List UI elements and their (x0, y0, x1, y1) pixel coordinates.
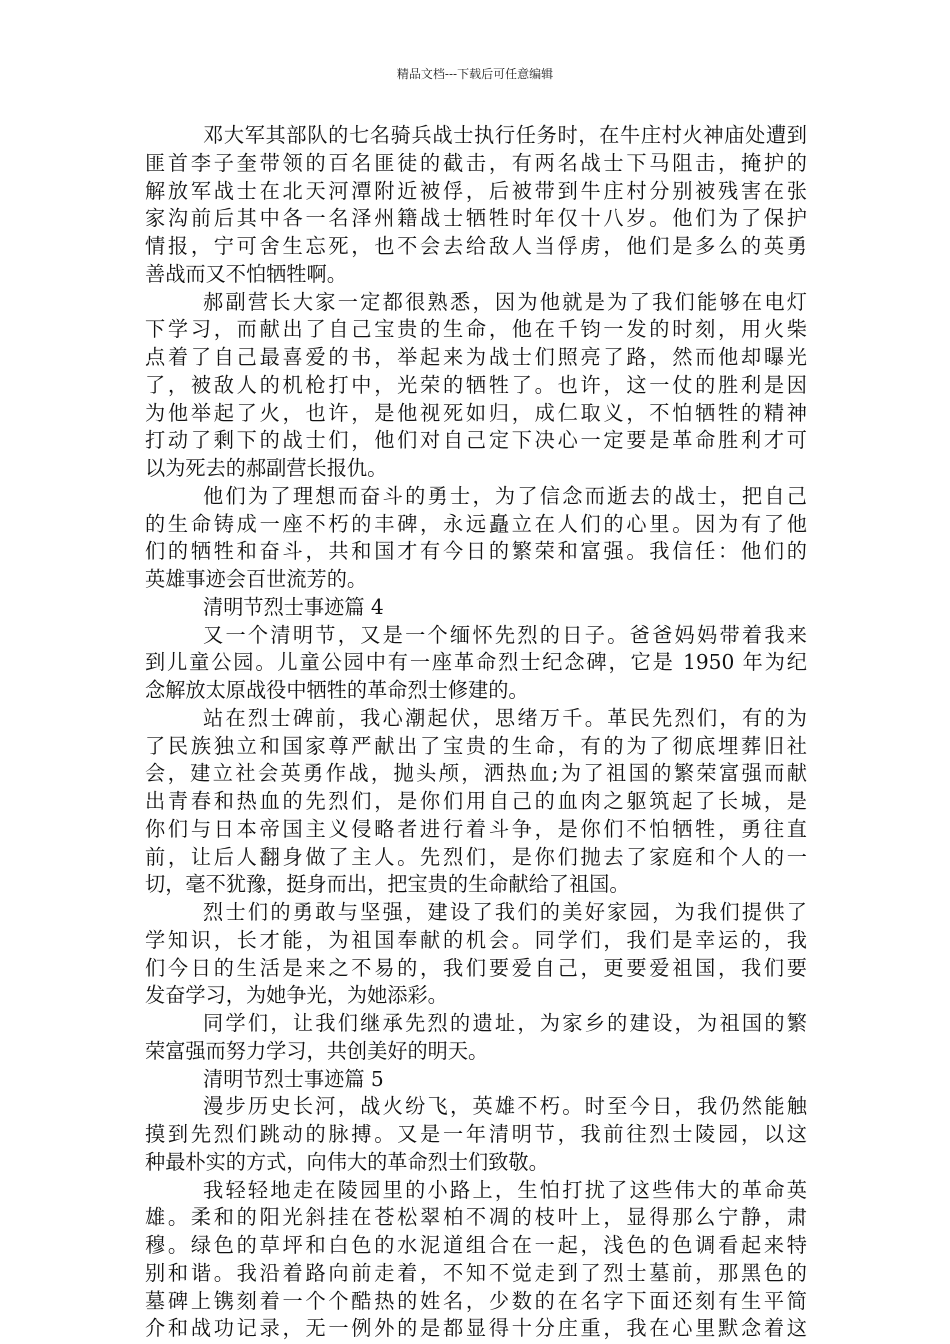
paragraph (145, 899, 807, 1010)
text-line: 匪首李子奎带领的百名匪徒的截击，有两名战士下马阻击，掩护的 (145, 150, 807, 175)
text-line: 的生命铸成一座不朽的丰碑，永远矗立在人们的心里。因为有了他 (145, 511, 807, 536)
paragraph (145, 1177, 807, 1344)
text-line: 打动了剩下的战士们，他们对自己定下决心一定要是革命胜利才可 (145, 428, 807, 453)
paragraph (145, 1093, 807, 1176)
text-line: 发奋学习，为她争光，为她添彩。 (145, 983, 448, 1008)
text-line: 又一个清明节，又是一个缅怀先烈的日子。爸爸妈妈带着我来 (203, 622, 807, 647)
text-line: 前，让后人翻身做了主人。先烈们，是你们抛去了家庭和个人的一 (145, 844, 807, 869)
paragraph (145, 622, 807, 705)
page-header: 精品文档---下载后可任意编辑 (396, 67, 554, 81)
text-line: 别和谐。我沿着路向前走着，不知不觉走到了烈士墓前，那黑色的 (145, 1260, 807, 1285)
text-line: 烈士们的勇敢与坚强，建设了我们的美好家园，为我们提供了 (203, 900, 807, 924)
paragraph (145, 289, 807, 483)
text-line: 穆。绿色的草坪和白色的水泥道组合在一起，浅色的色调看起来特 (145, 1233, 807, 1257)
text-line: 邓大军其部队的七名骑兵战士执行任务时，在牛庄村火神庙处遭到 (203, 123, 807, 147)
text-line: 他们为了理想而奋斗的勇士，为了信念而逝去的战士，把自己 (203, 483, 807, 508)
section-heading (145, 594, 807, 622)
paragraph (145, 1010, 807, 1066)
text-line: 种最朴实的方式，向伟大的革命烈士们致敬。 (145, 1149, 549, 1174)
text-line: 漫步历史长河，战火纷飞，英雄不朽。时至今日，我仍然能触 (203, 1094, 807, 1119)
text-line: 以为死去的郝副营长报仇。 (145, 456, 388, 480)
text-line: 为他举起了火，也许，是他视死如归，成仁取义，不怕牺牲的精神 (145, 400, 807, 425)
text-line: 雄。柔和的阳光斜挂在苍松翠柏不凋的枝叶上，显得那么宁静，肃 (145, 1205, 807, 1230)
text-line: 出青春和热血的先烈们，是你们用自己的血肉之躯筑起了长城，是 (145, 789, 807, 813)
text-line: 点着了自己最喜爱的书，举起来为战士们照亮了路，然而他却曝光 (145, 345, 807, 369)
heading-text: 清明节烈士事迹篇 5 (203, 1066, 384, 1091)
document-body (145, 122, 807, 1343)
text-line: 会，建立社会英勇作战，抛头颅，洒热血;为了祖国的繁荣富强而献 (145, 761, 807, 786)
section-heading (145, 1066, 807, 1094)
text-line: 荣富强而努力学习，共创美好的明天。 (145, 1038, 489, 1063)
text-line: 家沟前后其中各一名泽州籍战士牺牲时年仅十八岁。他们为了保护 (145, 206, 807, 231)
text-line: 同学们，让我们继承先烈的遗址，为家乡的建设，为祖国的繁 (203, 1011, 807, 1035)
text-line: 了民族独立和国家尊严献出了宝贵的生命，有的为了彻底埋葬旧社 (145, 733, 807, 758)
text-line: 郝副营长大家一定都很熟悉，因为他就是为了我们能够在电灯 (203, 289, 807, 314)
text-line: 们的牺牲和奋斗，共和国才有今日的繁荣和富强。我信任：他们的 (145, 539, 807, 564)
text-line: 你们与日本帝国主义侵略者进行着斗争，是你们不怕牺牲，勇往直 (145, 816, 807, 841)
text-line: 情报，宁可舍生忘死，也不会去给敌人当俘虏，他们是多么的英勇 (145, 234, 807, 258)
text-line: 我轻轻地走在陵园里的小路上，生怕打扰了这些伟大的革命英 (203, 1177, 807, 1202)
text-line: 站在烈士碑前，我心潮起伏，思绪万千。革民先烈们，有的为 (203, 705, 807, 730)
text-line: 善战而又不怕牺牲啊。 (145, 261, 347, 286)
text-line: 介和战功记录，无一例外的是都显得十分庄重，我在心里默念着这 (145, 1316, 807, 1341)
paragraph (145, 705, 807, 899)
paragraph (145, 122, 807, 289)
text-line: 摸到先烈们跳动的脉搏。又是一年清明节，我前往烈士陵园，以这 (145, 1122, 807, 1146)
paragraph (145, 483, 807, 594)
heading-text: 清明节烈士事迹篇 4 (203, 594, 384, 619)
text-line: 解放军战士在北天河潭附近被俘，后被带到牛庄村分别被残害在张 (145, 178, 807, 203)
text-line: 们今日的生活是来之不易的，我们要爱自己，更要爱祖国，我们要 (145, 955, 807, 980)
text-line: 了，被敌人的机枪打中，光荣的牺牲了。也许，这一仗的胜利是因 (145, 372, 807, 397)
text-line: 到儿童公园。儿童公园中有一座革命烈士纪念碑，它是 1950 年为纪 (145, 650, 807, 675)
text-line: 下学习，而献出了自己宝贵的生命，他在千钧一发的时刻，用火柴 (145, 317, 807, 342)
text-line: 学知识，长才能，为祖国奉献的机会。同学们，我们是幸运的，我 (145, 927, 807, 952)
text-line: 切，毫不犹豫，挺身而出，把宝贵的生命献给了祖国。 (145, 872, 630, 897)
text-line: 念解放太原战役中牺牲的革命烈士修建的。 (145, 678, 529, 702)
text-line: 墓碑上镌刻着一个个酷热的姓名，少数的在名字下面还刻有生平简 (145, 1288, 807, 1313)
text-line: 英雄事迹会百世流芳的。 (145, 567, 368, 591)
